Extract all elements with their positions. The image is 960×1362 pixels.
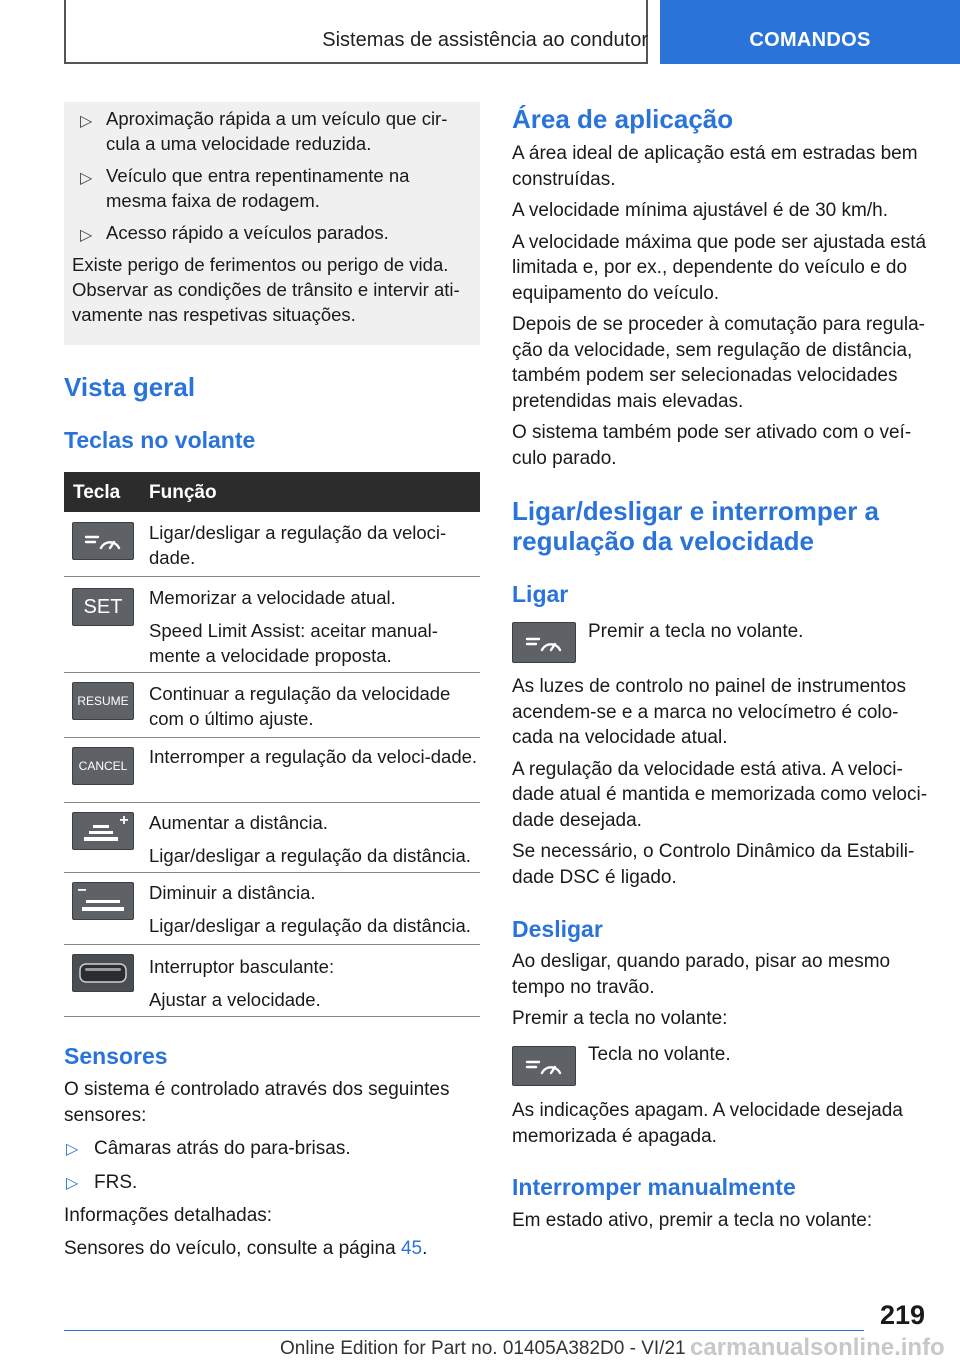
cruise-control-icon	[72, 522, 134, 560]
cruise-control-icon	[512, 1046, 576, 1086]
distance-minus-icon	[72, 882, 134, 920]
sensors-title: Sensores	[64, 1043, 168, 1069]
table-row	[64, 672, 480, 738]
chapter-title: Sistemas de assistência ao condutor	[322, 29, 648, 51]
overview-title: Vista geral	[64, 372, 196, 402]
cancel-icon: CANCEL	[72, 747, 134, 785]
triangle-bullet-icon: ▷	[80, 170, 93, 187]
list-item: ▷ FRS.	[66, 1172, 138, 1193]
triangle-bullet-icon: ▷	[66, 1141, 79, 1158]
rocker-switch-icon	[72, 954, 134, 992]
triangle-bullet-icon: ▷	[66, 1175, 79, 1192]
warning-bullet-2: Veículo que entra repentinamente na mesma faixa de rodagem.	[106, 165, 410, 211]
page-number: 219	[880, 1300, 926, 1330]
off-section: Ao desligar, quando parado, pisar ao mesmo tempo no travão. Premir a tecla no volante:	[512, 951, 891, 1029]
key-text: Tecla no volante.	[588, 1044, 731, 1065]
table-row	[64, 944, 480, 1017]
overview-subtitle: Teclas no volante	[64, 427, 256, 453]
function-cell: Aumentar a distância. Ligar/desligar a regulação da distância.	[149, 812, 471, 866]
sensors-intro: O sistema é controlado através dos seguintes sensores:	[64, 1079, 450, 1126]
on-press-text: Premir a tecla no volante.	[588, 621, 804, 642]
on-title: Ligar	[512, 581, 569, 607]
resume-icon: RESUME	[72, 682, 134, 720]
application-title: Área de aplicação	[512, 104, 734, 134]
off-title: Desligar	[512, 916, 603, 942]
triangle-bullet-icon: ▷	[80, 227, 93, 244]
function-cell: Diminuir a distância. Ligar/desligar a regulação da distância.	[149, 882, 471, 936]
table-row	[64, 737, 480, 803]
on-section: As luzes de controlo no painel de instrumentos acendem-se e a marca no velocímetro é colo-cada na velocidade atual. A regulação da velocidade está ativa. A veloci-dade atual é mantida e memorizada como veloci-dade desejada. Se necessário, o Controlo Dinâmico da Estabili-dade DSC é ligado.	[512, 676, 928, 888]
page-link[interactable]: 45	[400, 1237, 423, 1259]
set-icon: SET	[72, 588, 134, 626]
table-row	[64, 802, 480, 873]
triangle-bullet-icon: ▷	[80, 113, 93, 130]
cruise-control-icon	[512, 622, 576, 663]
warning-text: Existe perigo de ferimentos ou perigo de vida. Observar as condições de trânsito e intervir ati-vamente nas respetivas situações.	[72, 254, 460, 325]
sensors-section	[64, 1077, 474, 1261]
section-tab[interactable]: COMANDOS	[660, 0, 960, 64]
function-cell: Interromper a regulação da veloci-dade.	[149, 746, 478, 767]
watermark: carmanualsonline.info	[690, 1334, 945, 1361]
footer-divider	[64, 1330, 864, 1331]
details-label: Informações detalhadas:	[64, 1205, 273, 1226]
function-cell: Interruptor basculante: Ajustar a velocidade.	[149, 956, 335, 1010]
switching-title: Ligar/desligar e interromper a regulação da velocidade	[512, 496, 880, 556]
table-row	[64, 872, 480, 945]
column-header-function: Função	[149, 482, 217, 503]
off-result-text: As indicações apagam. A velocidade desejada memorizada é apagada.	[512, 1100, 903, 1147]
edition-text: Online Edition for Part no. 01405A382D0 - VI/21	[280, 1338, 686, 1359]
column-header-key: Tecla	[73, 482, 121, 503]
page-reference: Sensores do veículo, consulte a página 45.	[64, 1237, 428, 1259]
table-row	[64, 512, 480, 577]
application-section: A área ideal de aplicação está em estradas bem construídas. A velocidade mínima ajustável é de 30 km/h. A velocidade máxima que pode ser ajustada está limitada e, por ex., dependente do veículo e do equipamento do veículo. Depois de se proceder à comutação para regula-ção da velocidade, sem regulação de distância, também podem ser selecionadas velocidades pretendidas mais elevadas. O sistema também pode ser ativado com o veí-culo parado.	[512, 143, 927, 469]
table-header	[64, 472, 480, 512]
table-row	[64, 576, 480, 673]
warning-bullet-1: Aproximação rápida a um veículo que cir- cula a uma velocidade reduzida.	[106, 108, 448, 154]
distance-plus-icon	[72, 812, 134, 850]
manual-text: Em estado ativo, premir a tecla no volante:	[512, 1210, 873, 1231]
list-item: ▷ Câmaras atrás do para-brisas.	[66, 1138, 351, 1159]
warning-bullet-3: Acesso rápido a veículos parados.	[106, 222, 389, 243]
function-cell: Ligar/desligar a regulação da veloci-dade.	[149, 522, 447, 568]
function-cell: Memorizar a velocidade atual. Speed Limit Assist: aceitar manual-mente a velocidade proposta.	[149, 587, 438, 666]
function-cell: Continuar a regulação da velocidade com o último ajuste.	[149, 683, 451, 729]
warning-box	[64, 102, 480, 345]
manual-title: Interromper manualmente	[512, 1174, 796, 1200]
